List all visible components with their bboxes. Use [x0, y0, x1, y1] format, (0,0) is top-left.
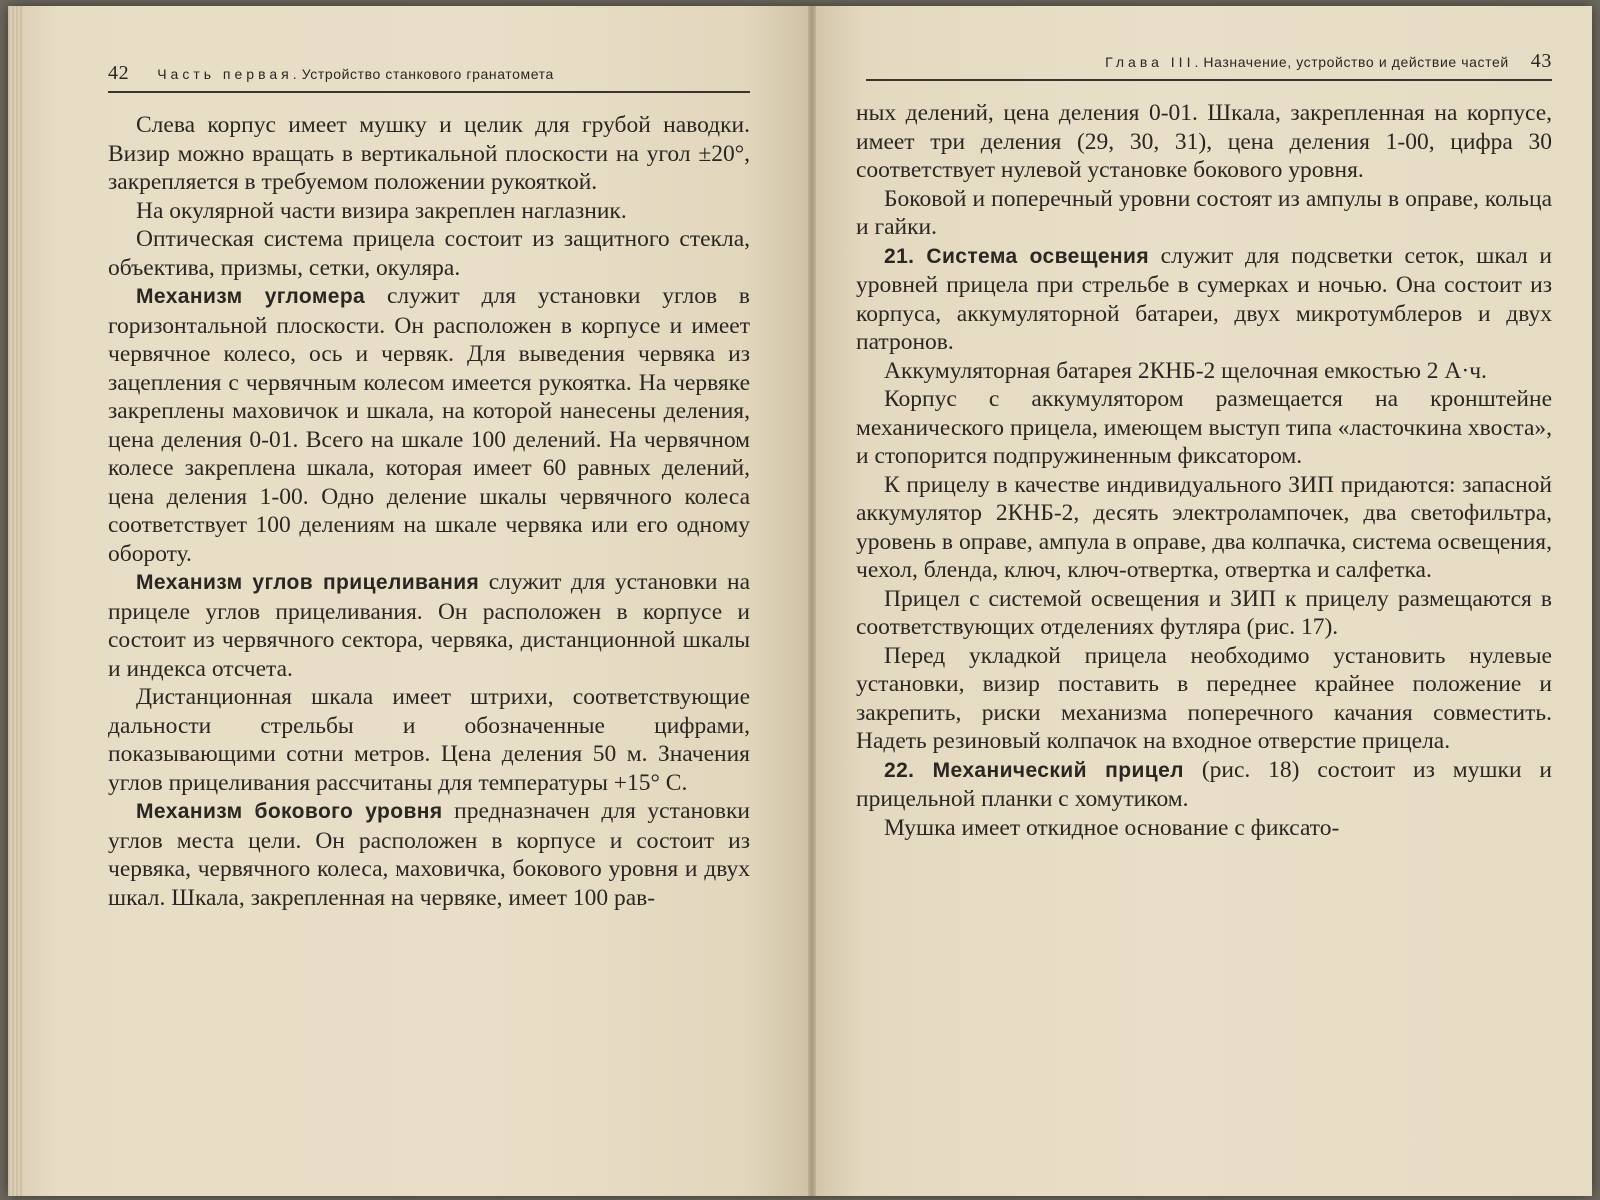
header-title: . Назначение, устройство и действие частей	[1194, 54, 1509, 70]
paragraph-heading: 22. Механический прицел	[884, 758, 1184, 782]
paragraph	[856, 585, 1552, 642]
paragraph-text: Оптическая система прицела состоит из защитного стекла, объектива, призмы, сетки, окуляра.	[108, 226, 750, 281]
left-page-body	[108, 111, 750, 912]
paragraph-text: На окулярной части визира закреплен наглазник.	[136, 197, 627, 224]
paragraph	[108, 282, 750, 568]
running-header-left	[108, 62, 750, 93]
page-edge	[8, 6, 22, 1196]
paragraph	[856, 357, 1552, 386]
paragraph	[108, 197, 750, 226]
paragraph-text: (рис. 18) состоит из мушки и прицельной планки с хомутиком.	[856, 756, 1552, 812]
paragraph	[108, 111, 750, 197]
paragraph	[108, 225, 750, 282]
paragraph-heading: Механизм углов прицеливания	[136, 571, 480, 594]
paragraph-text: ных делений, цена деления 0-01. Шкала, закрепленная на корпусе, имеет три деления (29, 30, 31), цена деления 1-00, цифра 30 соответствует нулевой установке бокового уровня.	[856, 100, 1552, 183]
header-part: Глава III	[1105, 54, 1195, 70]
paragraph	[856, 385, 1552, 471]
right-page	[808, 6, 1592, 1196]
paragraph-text: Аккумуляторная батарея 2КНБ-2 щелочная емкостью 2 А·ч.	[884, 357, 1487, 384]
paragraph-heading: Механизм угломера	[136, 285, 366, 308]
paragraph-text: К прицелу в качестве индивидуального ЗИП придаются: запасной аккумулятор 2КНБ-2, десять электролампочек, два светофильтра, уровень в оправе, ампула в оправе, два колпачка, система освещения, чехол, бленда, ключ, ключ-отвертка, отвертка и салфетка.	[856, 471, 1552, 583]
paragraph-heading: 21. Система освещения	[884, 244, 1149, 268]
right-page-body	[856, 99, 1552, 842]
left-page	[8, 6, 808, 1196]
paragraph	[108, 797, 750, 912]
paragraph	[856, 99, 1552, 185]
paragraph	[856, 814, 1552, 843]
page-number: 43	[1530, 50, 1552, 72]
paragraph-text: Мушка имеет откидное основание с фиксато-	[884, 814, 1340, 841]
paragraph-text: служит для установки на прицеле углов прицеливания. Он расположен в корпусе и состоит из червячного сектора, червяка, дистанционной шкалы и индекса отсчета.	[108, 569, 750, 682]
paragraph-text: Боковой и поперечный уровни состоят из ампулы в оправе, кольца и гайки.	[856, 185, 1552, 240]
paragraph-text: Дистанционная шкала имеет штрихи, соответствующие дальности стрельбы и обозначенные цифрами, показывающими сотни метров. Цена деления 50 м. Значения углов прицеливания рассчитаны для температуры +15° С.	[108, 684, 750, 796]
paragraph	[856, 185, 1552, 242]
open-book	[8, 6, 1592, 1196]
header-part: Часть первая	[157, 66, 293, 82]
paragraph	[856, 642, 1552, 756]
header-title: . Устройство станкового гранатомета	[292, 66, 554, 82]
paragraph-heading: Механизм бокового уровня	[136, 800, 443, 823]
paragraph	[856, 471, 1552, 585]
paragraph-text: служит для подсветки сеток, шкал и уровней прицела при стрельбе в сумерках и ночью. Она состоит из корпуса, аккумуляторной батареи, двух микротумблеров и двух патронов.	[856, 242, 1552, 355]
paragraph-text: Перед укладкой прицела необходимо установить нулевые установки, визир поставить в переднее крайнее положение и закрепить, риски механизма поперечного качания совместить. Надеть резиновый колпачок на входное отверстие прицела.	[856, 642, 1552, 754]
page-number: 42	[108, 62, 130, 84]
paragraph	[108, 683, 750, 797]
paragraph-text: Прицел с системой освещения и ЗИП к прицелу размещаются в соответствующих отделениях футляра (рис. 17).	[856, 585, 1552, 640]
paragraph-text: Корпус с аккумулятором размещается на кронштейне механического прицела, имеющем выступ типа «ласточкина хвоста», и стопорится подпружиненным фиксатором.	[856, 386, 1552, 469]
paragraph	[108, 568, 750, 683]
paragraph	[856, 242, 1552, 357]
paragraph	[856, 756, 1552, 814]
paragraph-text: Слева корпус имеет мушку и целик для грубой наводки. Визир можно вращать в вертикальной плоскости на угол ±20°, закрепляется в требуемом положении рукояткой.	[108, 112, 750, 195]
paragraph-text: служит для установки углов в горизонтальной плоскости. Он расположен в корпусе и имеет червячное колесо, ось и червяк. Для выведения червяка из зацепления с червячным колесом имеется рукоятка. На червяке закреплены маховичок и шкала, на которой нанесены деления, цена деления 0-01. Всего на шкале 100 делений. На червячном колесе закреплена шкала, которая имеет 60 равных делений, цена деления 1-00. Одно деление шкалы червячного колеса соответствует 100 делениям на шкале червяка или его одному обороту.	[108, 283, 751, 567]
book-gutter	[808, 6, 816, 1196]
running-header-right	[866, 50, 1552, 81]
paragraph-text: предназначен для установки углов места цели. Он расположен в корпусе и состоит из червяка, червячного колеса, маховичка, бокового уровня и двух шкал. Шкала, закрепленная на червяке, имеет 100 рав-	[108, 798, 750, 911]
